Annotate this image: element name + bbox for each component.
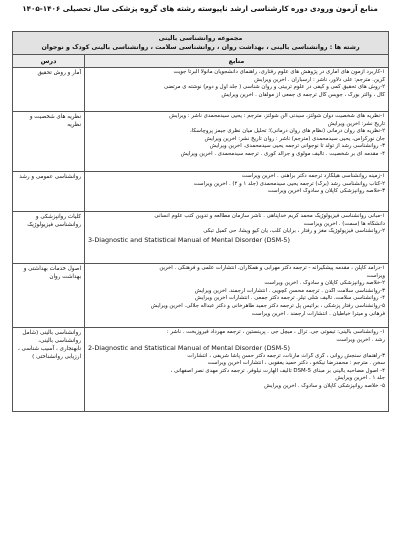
source-line: ۵-روانشناسی رفتار پزشکی ، براتیس پل ترجمه دکتر جمید طاهرخانی و دکتر عبداله جلالی. آخرین ویرایش bbox=[150, 302, 386, 309]
source-line: گرین. مترجم: علی دلاور، ناشر : ارسباران . آخرین ویرایش bbox=[254, 76, 386, 83]
sources-table bbox=[12, 31, 389, 412]
lesson-cell: آمار و روش تحقیق bbox=[13, 68, 85, 112]
lesson-cell: نظریه های شخصیت و نظریه bbox=[13, 112, 85, 172]
source-line: ۲-نظریه های روان درمانی (نظام های روان درمانی)؛ تحلیل میان نظری جیمز پروچاسکا، bbox=[190, 128, 386, 135]
group-subtitle: رشته ها : روانشناسی بالینی ، بهداشت روان ، روانشناسی سلامت ، روانشناسی بالینی کودک و نوجوان bbox=[41, 44, 360, 51]
source-line: ۱-کاربرد آزمون های آماری در پژوهش های علوم رفتاری، راهنمای دانشجویان مانولا آلبرتا جویت bbox=[173, 69, 386, 75]
source-line: ۳-خلاصه روانپزشکی کاپلان و سادوک آخرین ویراست bbox=[267, 188, 386, 195]
group-title: مجموعه روانشناسی بالینی bbox=[158, 35, 243, 42]
lesson-cell: روانشناسی عمومی و رشد bbox=[13, 172, 85, 212]
table-row bbox=[13, 172, 389, 212]
source-line: ۳- روانشناسی رشد از تولد تا نوجوانی ترجمه یحیی سیدمحمدی. آخرین ویرایش bbox=[209, 143, 386, 150]
header-source: منابع bbox=[85, 55, 389, 68]
lesson-cell: کلیات روانپزشکی و روانشناسی فیزیولوژیک bbox=[13, 212, 85, 264]
lesson-cell: اصول خدمات بهداشتی و بهداشت روان bbox=[13, 264, 85, 328]
source-line: ۲-روش های تحقیق کمی و کیفی در علوم تربیتی و روان شناسی ( جلد اول و دوم) نوشته ی مرتضی bbox=[164, 84, 386, 91]
source-line: ۱-مبانی روانشناسی فیزیولوژیک محمد کریم خداپناهی . ناشر سازمان مطالعه و تدوین کتب علوم انسانی bbox=[154, 213, 386, 219]
source-line: ۵- خلاصه روانپزشکی کاپلان و سادوک . آخرین ویرایش bbox=[264, 382, 386, 389]
source-cell bbox=[85, 328, 389, 412]
group-header-row bbox=[13, 32, 389, 55]
lesson-cell: روانشناسی بالینی (شامل روانشناسی بالینی، نابهنجاری ، آسیب شناسی ، ارزیابی روانشناختی ) bbox=[13, 328, 85, 412]
source-line: ۲-روانشناسی فیزیولوژیک مغز و رفتار ، برایان کلب، یان کیو ویشا، حی کمیل تبکی bbox=[203, 228, 386, 235]
source-line: ۴- اصول مصاحبه بالینی بر مبنای DSM-5 تالیف آلهارت نیلوفر. ترجمه دکتر مهدی نصر اصفهانی ، bbox=[170, 367, 386, 374]
source-line: ۲-خلاصه روانپزشکی کاپلان و سادوک . آخرین ویراست bbox=[264, 280, 386, 287]
source-line: ۴- روانشناسی سلامت. تالیف شلی تیلر. ترجمه دکتر جمعی . انتشارات آخرین ویرایش bbox=[195, 295, 386, 302]
source-cell bbox=[85, 212, 389, 264]
column-header-row bbox=[13, 55, 389, 68]
source-line: ۳-روانشناسی سلامت اگدن . ترجمه محسن کچویی . انتشارات ارجمند. آخرین ویرایش bbox=[194, 287, 386, 294]
table-row bbox=[13, 264, 389, 328]
source-line: رشد . آخرین ویراست bbox=[336, 336, 386, 343]
source-line-ltr: 3-Diagnostic and Statistical Manual of Mental Disorder (DSM-5) bbox=[88, 235, 290, 244]
source-line: دانشگاه ها (سمت) . آخرین ویراست bbox=[303, 220, 386, 227]
source-line: ۱-زمینه روانشناسی هیلگارد ترجمه دکتر براهنی . آخرین ویراست bbox=[241, 173, 386, 179]
table-row bbox=[13, 68, 389, 112]
source-line: گال ، والتر بورگ ، جویس گال ترجمه ی جمعی از مولفان . آخرین ویرایش bbox=[221, 91, 386, 98]
source-line: ۳-راهنمای سنجش روانی ، گری گراث مارنات، ترجمه دکتر حسن پاشا شریفی ، انتشارات bbox=[187, 352, 386, 359]
document-title: منابع آزمون ورودی دوره کارشناسی ارشد ناپیوسته رشته های گروه پزشکی سال تحصیلی ۱۴۰۶-۱۴۰۵ bbox=[22, 4, 378, 13]
source-cell bbox=[85, 112, 389, 172]
source-line: ۱- روانشناسی بالینی: تیموتی جی. ترال ، میچل جی . پرینستین ، ترجمه مهرداد فیروزبخت . ناشر : bbox=[166, 329, 386, 335]
source-line: ۱-نظریه های شخصیت دوان شولتز، سیدنی آلن شولتز، مترجم : یحیی سیدمحمدی ناشر : ویرایش bbox=[169, 113, 386, 119]
source-line: ۴- مقدمه ای بر شخصیت . تالیف مولوی و جرالد کوری . ترجمه سیدمحمدی . آخرین ویرایش bbox=[180, 150, 386, 157]
source-cell bbox=[85, 264, 389, 328]
source-line: جان نورکراس، یحیی سیدمحمدی (مترجم) ناشر : روان تاریخ نشر: آخرین ویرایش bbox=[204, 135, 386, 142]
table-row bbox=[13, 328, 389, 412]
group-header-cell bbox=[13, 32, 389, 55]
table-row bbox=[13, 112, 389, 172]
source-line: جلد ۱ . آخرین ویرایش bbox=[335, 375, 386, 382]
source-line: تاریخ نشر: آخرین ویرایش bbox=[327, 120, 386, 127]
source-line: ویراست bbox=[366, 272, 386, 279]
source-cell bbox=[85, 68, 389, 112]
source-line: ۱-درآمد کاپلن ، مقدمه پیشگیرانه - ترجمه دکتر مهرابی و همکاران. انتشارات علمی و فرهنگی . آخرین bbox=[159, 265, 386, 271]
table-row bbox=[13, 212, 389, 264]
source-cell bbox=[85, 172, 389, 212]
source-line: فرهانی و میترا خیاطیان . انتشارات ارجمند . آخرین ویراست bbox=[251, 310, 386, 317]
source-line: سخن . مترجم : محمدرضا نیکخو ، دکتر حمید یعقوبی ، انتشارات آخرین ویراست bbox=[207, 360, 386, 367]
source-line: ۲-کتاب روانشناسی رشد (برک) ترجمه یحیی سیدمحمدی (جلد ۱ و ۲) . آخرین ویراست bbox=[193, 180, 386, 187]
source-line-ltr: 2-Diagnostic and Statistical Manual of Mental Disorder (DSM-5) bbox=[88, 344, 290, 353]
header-lesson: درس bbox=[13, 55, 85, 68]
